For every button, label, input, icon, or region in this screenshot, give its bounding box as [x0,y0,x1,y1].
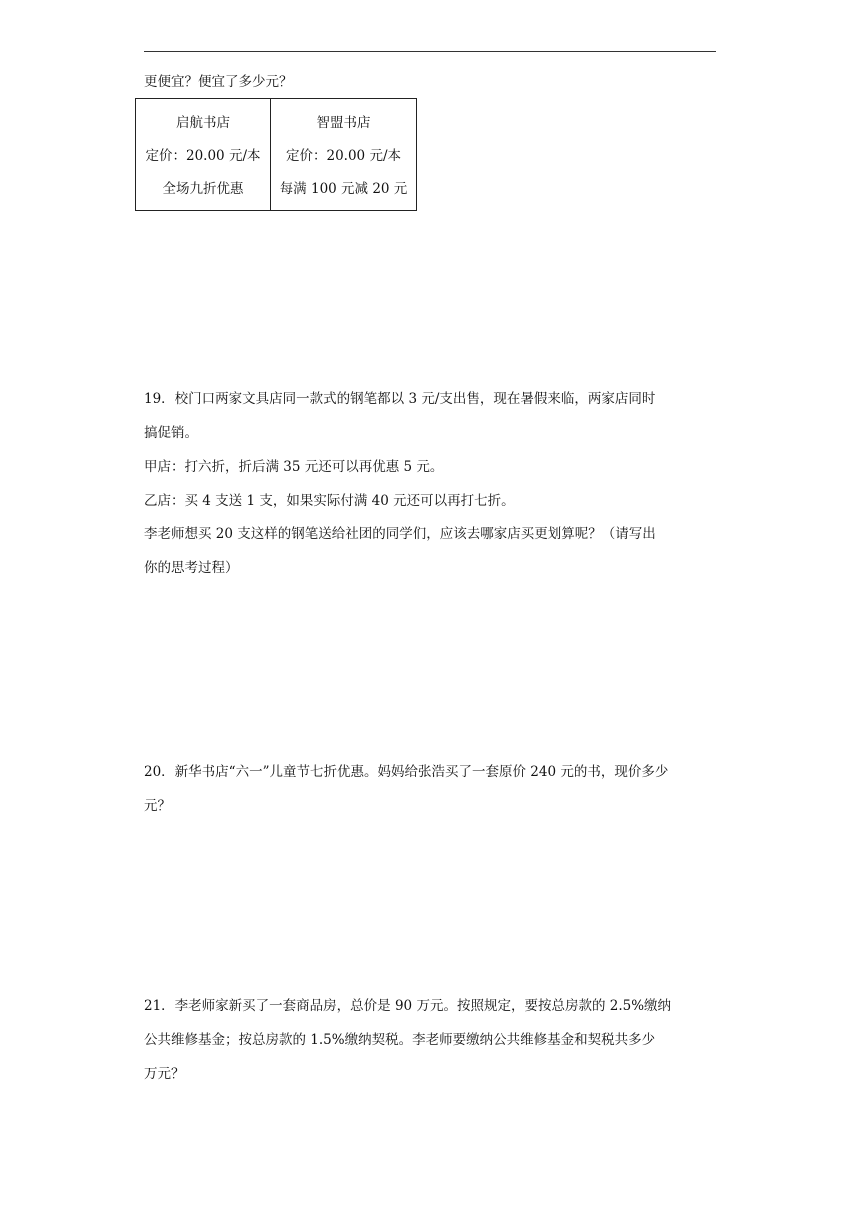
store-cell-qihang [136,99,271,211]
q19-line-3: 甲店：打六折，折后满 35 元还可以再优惠 5 元。 [144,459,444,475]
store-name: 启航书店 [176,115,230,131]
q19-line-4: 乙店：买 4 支送 1 支，如果实际付满 40 元还可以再打七折。 [144,493,515,509]
q21-line-1: 21．李老师家新买了一套商品房，总价是 90 万元。按照规定，要按总房款的 2.5%缴纳 [144,998,672,1014]
store-price: 定价：20.00 元/本 [145,148,261,164]
q19-line-1: 19．校门口两家文具店同一款式的钢笔都以 3 元/支出售，现在暑假来临，两家店同时 [144,391,656,407]
q19-line-6: 你的思考过程） [144,560,239,576]
store-cell-zhimeng [271,99,417,211]
q18-question-end: 更便宜？便宜了多少元？ [144,74,293,90]
q19-line-5: 李老师想买 20 支这样的钢笔送给社团的同学们，应该去哪家店买更划算呢？（请写出 [144,526,656,542]
store-offer: 每满 100 元减 20 元 [279,181,408,197]
q21-line-2: 公共维修基金；按总房款的 1.5%缴纳契税。李老师要缴纳公共维修基金和契税共多少 [144,1032,656,1048]
header-rule [144,51,716,52]
store-price: 定价：20.00 元/本 [286,148,401,164]
q19-line-2: 搞促销。 [144,425,198,441]
q20-line-1: 20．新华书店“六一”儿童节七折优惠。妈妈给张浩买了一套原价 240 元的书，现价多少 [144,764,669,780]
store-name: 智盟书店 [316,115,371,131]
store-offer: 全场九折优惠 [162,181,244,197]
bookstore-comparison-table [135,98,417,211]
q20-line-2: 元？ [144,798,171,814]
q21-line-3: 万元？ [144,1066,185,1082]
